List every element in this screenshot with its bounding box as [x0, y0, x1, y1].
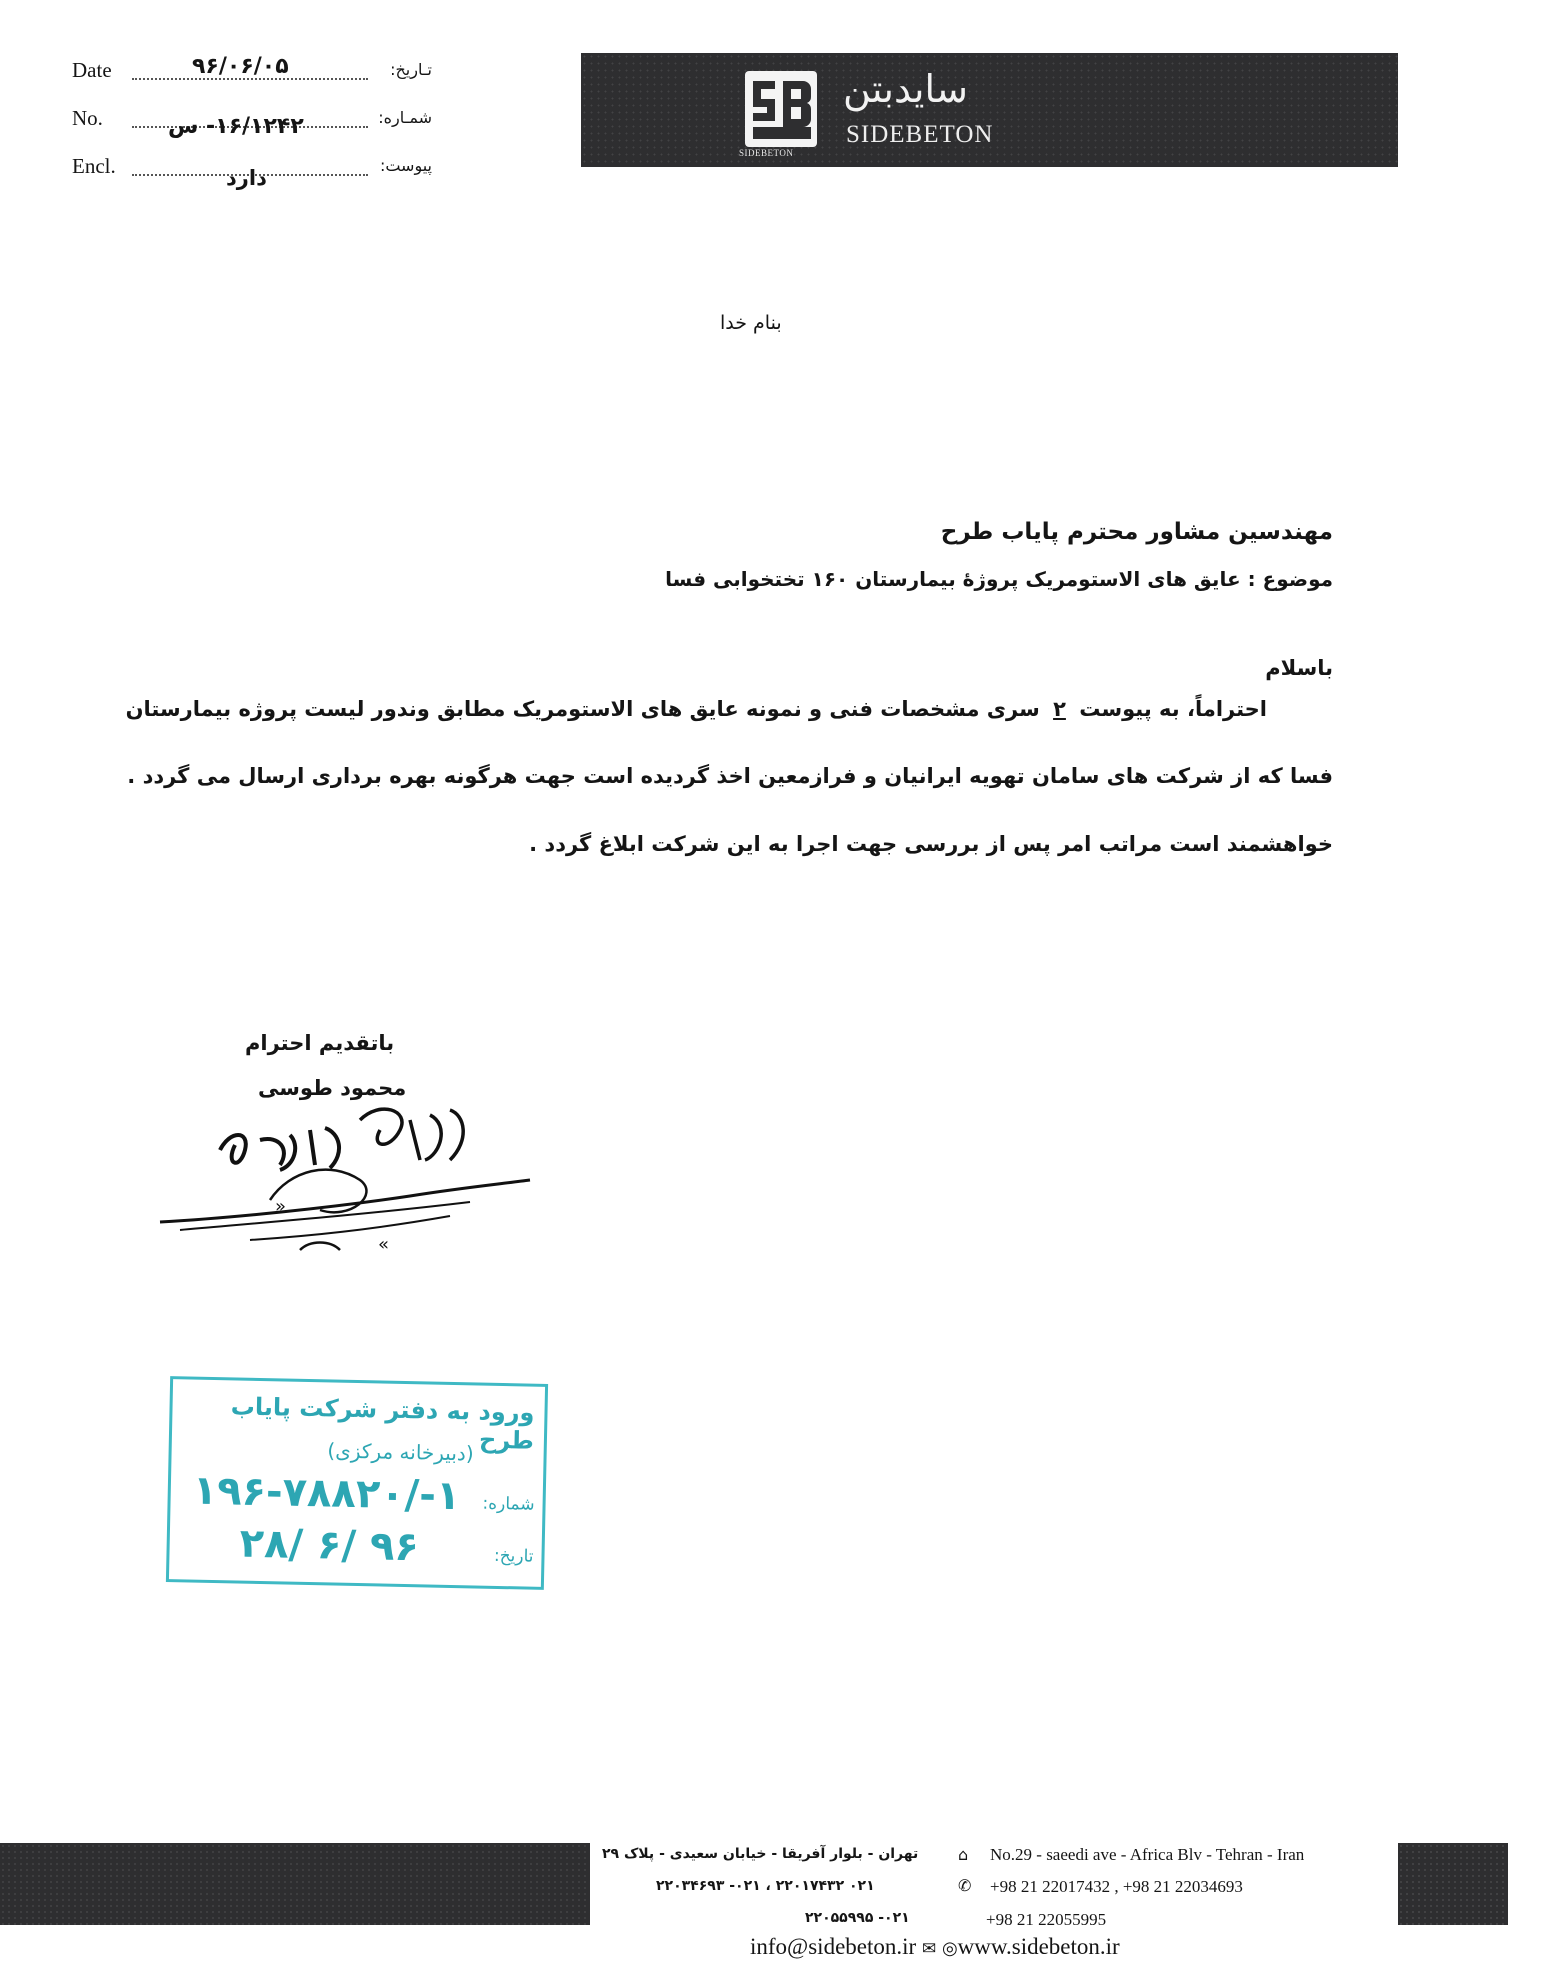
- footer-phone-fa: ۰۲۱ ۲۲۰۱۷۴۳۲ ، ۰۲۱- ۲۲۰۳۴۶۹۳: [656, 1878, 875, 1894]
- footer-address-en: No.29 - saeedi ave - Africa Blv - Tehran - Iran: [990, 1845, 1305, 1864]
- logo-caption: SIDEBETON: [739, 148, 794, 158]
- mail-icon: ✉: [921, 1939, 937, 1958]
- footer-bar-right: [1398, 1843, 1508, 1925]
- date-row: [72, 54, 432, 92]
- bismillah: بنام خدا: [720, 312, 782, 334]
- sender-name: محمود طوسی: [258, 1076, 407, 1100]
- svg-text:«: «: [378, 1234, 390, 1255]
- svg-text:»: »: [275, 1196, 287, 1217]
- date-label-fa: تـاریخ:: [390, 60, 432, 79]
- number-value: ۱۶/۱۲۴۲- س: [168, 114, 304, 139]
- attachment-count: ۲: [1053, 697, 1066, 721]
- footer-address-fa: تهران - بلوار آفریقا - خیابان سعیدی - پلاک ۲۹: [602, 1846, 919, 1862]
- footer-phone-en: +98 21 22017432 , +98 21 22034693: [990, 1877, 1243, 1896]
- footer-bar-left: [0, 1843, 590, 1925]
- body-line-1-start: احتراماً، به پیوست: [1079, 697, 1267, 721]
- stamp-date: ۹۶ /۶ /۲۸: [239, 1520, 420, 1571]
- footer-fax-fa: ۰۲۱- ۲۲۰۵۵۹۹۵: [805, 1910, 910, 1926]
- number-row: [72, 106, 432, 140]
- enclosure-row: [72, 154, 432, 188]
- footer-web-contact: [750, 1934, 1120, 1960]
- footer-email[interactable]: info@sidebeton.ir: [750, 1934, 917, 1959]
- body-line-3: خواهشمند است مراتب امر پس از بررسی جهت اجرا به این شرکت ابلاغ گردد .: [529, 832, 1333, 856]
- brand-name-en: SIDEBETON: [846, 121, 994, 148]
- number-label-fa: شمـاره:: [378, 108, 432, 127]
- globe-icon: ◎: [941, 1938, 958, 1958]
- stamp-number: ۱-/۱۹۶-۷۸۸۲۰: [192, 1467, 461, 1520]
- subject-line: موضوع : عایق های الاستومریک پروژۀ بیمارستان ۱۶۰ تختخوابی فسا: [665, 567, 1333, 591]
- stamp-title: ورود به دفتر شرکت پایاب طرح: [230, 1392, 535, 1455]
- enclosure-value: دارد: [226, 166, 267, 190]
- brand-name-fa: سایدبتن: [843, 67, 968, 111]
- footer-website[interactable]: www.sidebeton.ir: [957, 1934, 1120, 1959]
- enclosure-label-en: Encl.: [72, 154, 116, 178]
- signature-seal: [150, 1090, 540, 1260]
- enclosure-label-fa: پیوست:: [379, 156, 432, 175]
- phone-icon: ✆: [958, 1876, 972, 1895]
- greeting: باسلام: [1265, 656, 1333, 680]
- addressee: مهندسین مشاور محترم پایاب طرح: [940, 519, 1333, 545]
- letterhead-banner: [581, 53, 1398, 167]
- date-label-en: Date: [72, 58, 112, 82]
- stamp-subtitle: (دبیرخانه مرکزی): [327, 1438, 474, 1466]
- date-value: ۹۶/۰۶/۰۵: [192, 54, 289, 79]
- stamp-date-label: تاریخ:: [493, 1545, 534, 1567]
- number-label-en: No.: [72, 106, 103, 130]
- body-line-1-end: سری مشخصات فنی و نمونه عایق های الاستومریک مطابق وندور لیست پروژه بیمارستان: [125, 697, 1040, 721]
- sidebeton-logo-icon: [745, 71, 817, 147]
- stamp-number-label: شماره:: [482, 1493, 535, 1515]
- closing-phrase: باتقدیم احترام: [245, 1031, 395, 1055]
- home-icon: ⌂: [958, 1845, 969, 1864]
- receipt-stamp: [166, 1376, 548, 1590]
- footer-fax-en: +98 21 22055995: [986, 1910, 1107, 1929]
- body-line-2: فسا که از شرکت های سامان تهویه ایرانیان و فرازمعین اخذ گردیده است جهت هرگونه بهره برداری ارسال می گردد .: [127, 764, 1333, 788]
- body-line-1: [126, 697, 1267, 721]
